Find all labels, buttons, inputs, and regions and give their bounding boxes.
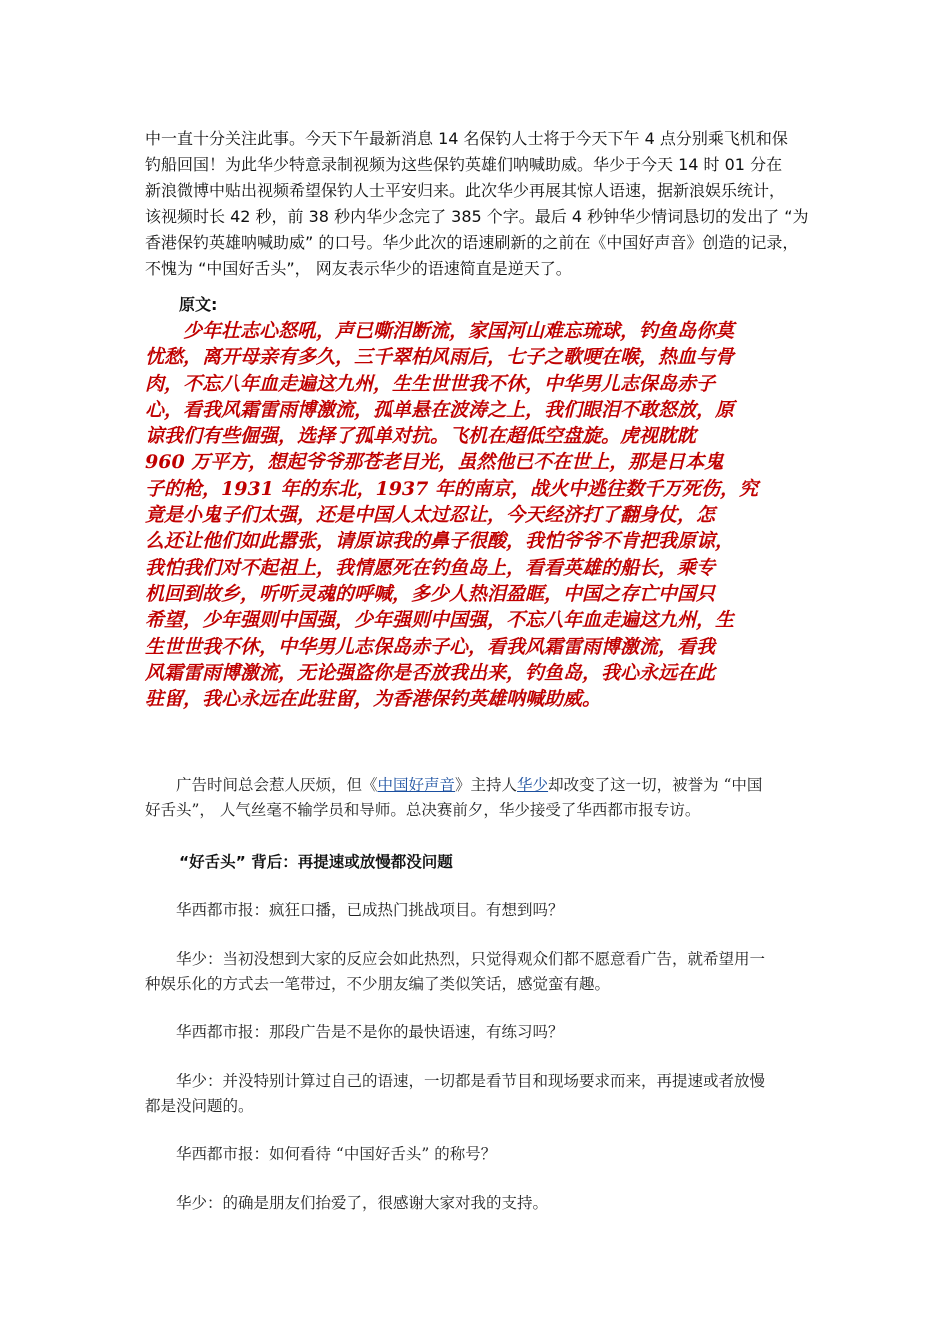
qa-paragraph xyxy=(145,898,815,923)
qa-paragraph xyxy=(145,1069,815,1119)
qa-line: 华少：的确是朋友们抬爱了，很感谢大家对我的支持。 xyxy=(145,1194,549,1212)
poem-line: 驻留，我心永远在此驻留，为香港保钓英雄呐喊助威。 xyxy=(145,688,602,711)
news-line: 香港保钓英雄呐喊助威” 的口号。华少此次的语速刷新的之前在《中国好声音》创造的记录， xyxy=(145,233,799,252)
qa-paragraph xyxy=(145,947,815,997)
intro-paragraph xyxy=(145,773,815,823)
original-text-label: 原文: xyxy=(179,295,218,314)
intro-line: 好舌头”， 人气丝毫不输学员和导师。总决赛前夕，华少接受了华西都市报专访。 xyxy=(145,801,701,819)
qa-line: 种娱乐化的方式去一笔带过，不少朋友编了类似笑话，感觉蛮有趣。 xyxy=(145,975,611,993)
qa-line: 华少：并没特别计算过自己的语速，一切都是看节目和现场要求而来，再提速或者放慢 xyxy=(145,1072,766,1090)
poem-line: 机回到故乡，听听灵魂的呼喊，多少人热泪盈眶，中国之存亡中国只 xyxy=(145,582,716,605)
poem-line: 少年壮志心怒吼，声已嘶泪断流，家国河山难忘琉球，钓鱼岛你莫 xyxy=(145,320,735,342)
qa-line: 都是没问题的。 xyxy=(145,1097,254,1115)
poem-line: 谅我们有些倔强，选择了孤单对抗。飞机在超低空盘旋。虎视眈眈 xyxy=(145,425,697,448)
poem-line: 960 万平方，想起爷爷那苍老目光，虽然他已不在世上，那是日本鬼 xyxy=(145,451,724,474)
qa-paragraph xyxy=(145,1142,815,1167)
news-line: 中一直十分关注此事。今天下午最新消息 14 名保钓人士将于今天下午 4 点分别乘飞机和保 xyxy=(145,129,788,148)
news-line: 该视频时长 42 秒，前 38 秒内华少念完了 385 个字。最后 4 秒钟华少情词恳切的发出了 “为 xyxy=(145,207,809,226)
poem-line: 心，看我风霜雷雨博激流，孤单悬在波涛之上，我们眼泪不敢怒放，原 xyxy=(145,398,735,421)
intro-text: 却改变了这一切，被誉为 “中国 xyxy=(548,776,763,794)
news-line: 不愧为 “中国好舌头”， 网友表示华少的语速简直是逆天了。 xyxy=(145,259,572,278)
link-zhongguo-haoshengyin[interactable]: 中国好声音 xyxy=(377,776,456,794)
poem-text xyxy=(145,318,835,712)
qa-line: 华少：当初没想到大家的反应会如此热烈，只觉得观众们都不愿意看广告，就希望用一 xyxy=(145,950,766,968)
poem-line: 希望，少年强则中国强，少年强则中国强，不忘八年血走遍这九州，生 xyxy=(145,609,735,632)
poem-line: 竟是小鬼子们太强，还是中国人太过忍让，今天经济打了翻身仗，怎 xyxy=(145,504,716,527)
poem-line: 风霜雷雨博激流，无论强盗你是否放我出来，钓鱼岛，我心永远在此 xyxy=(145,661,716,684)
section-subheading: “好舌头” 背后：再提速或放慢都没问题 xyxy=(179,853,453,871)
qa-paragraph xyxy=(145,1020,815,1045)
news-paragraph xyxy=(145,126,815,282)
poem-line: 肉，不忘八年血走遍这九州，生生世世我不休，中华男儿志保岛赤子 xyxy=(145,372,716,395)
news-line: 钓船回国！为此华少特意录制视频为这些保钓英雄们呐喊助威。华少于今天 14 时 01 分在 xyxy=(145,155,783,174)
intro-line xyxy=(145,773,815,798)
qa-line: 华西都市报：那段广告是不是你的最快语速，有练习吗？ xyxy=(145,1023,564,1041)
intro-text: 广告时间总会惹人厌烦，但《 xyxy=(145,776,378,794)
poem-line: 生世世我不休，中华男儿志保岛赤子心，看我风霜雷雨博激流，看我 xyxy=(145,635,716,658)
poem-line: 么还让他们如此嚣张，请原谅我的鼻子很酸，我怕爷爷不肯把我原谅， xyxy=(145,530,735,553)
news-line: 新浪微博中贴出视频希望保钓人士平安归来。此次华少再展其惊人语速，据新浪娱乐统计， xyxy=(145,181,786,200)
intro-text: 》主持人 xyxy=(455,776,518,794)
poem-line: 子的枪，1931 年的东北，1937 年的南京，战火中逃往数千万死伤，究 xyxy=(145,477,758,500)
link-huashao[interactable]: 华少 xyxy=(517,776,549,794)
qa-line: 华西都市报：如何看待 “中国好舌头” 的称号？ xyxy=(145,1145,497,1163)
qa-paragraph xyxy=(145,1191,815,1216)
qa-line: 华西都市报：疯狂口播，已成热门挑战项目。有想到吗？ xyxy=(145,901,564,919)
poem-line: 我怕我们对不起祖上，我情愿死在钓鱼岛上，看看英雄的船长，乘专 xyxy=(145,556,716,579)
poem-line: 忧愁，离开母亲有多久，三千翠柏风雨后，七子之歌哽在喉，热血与骨 xyxy=(145,346,735,369)
